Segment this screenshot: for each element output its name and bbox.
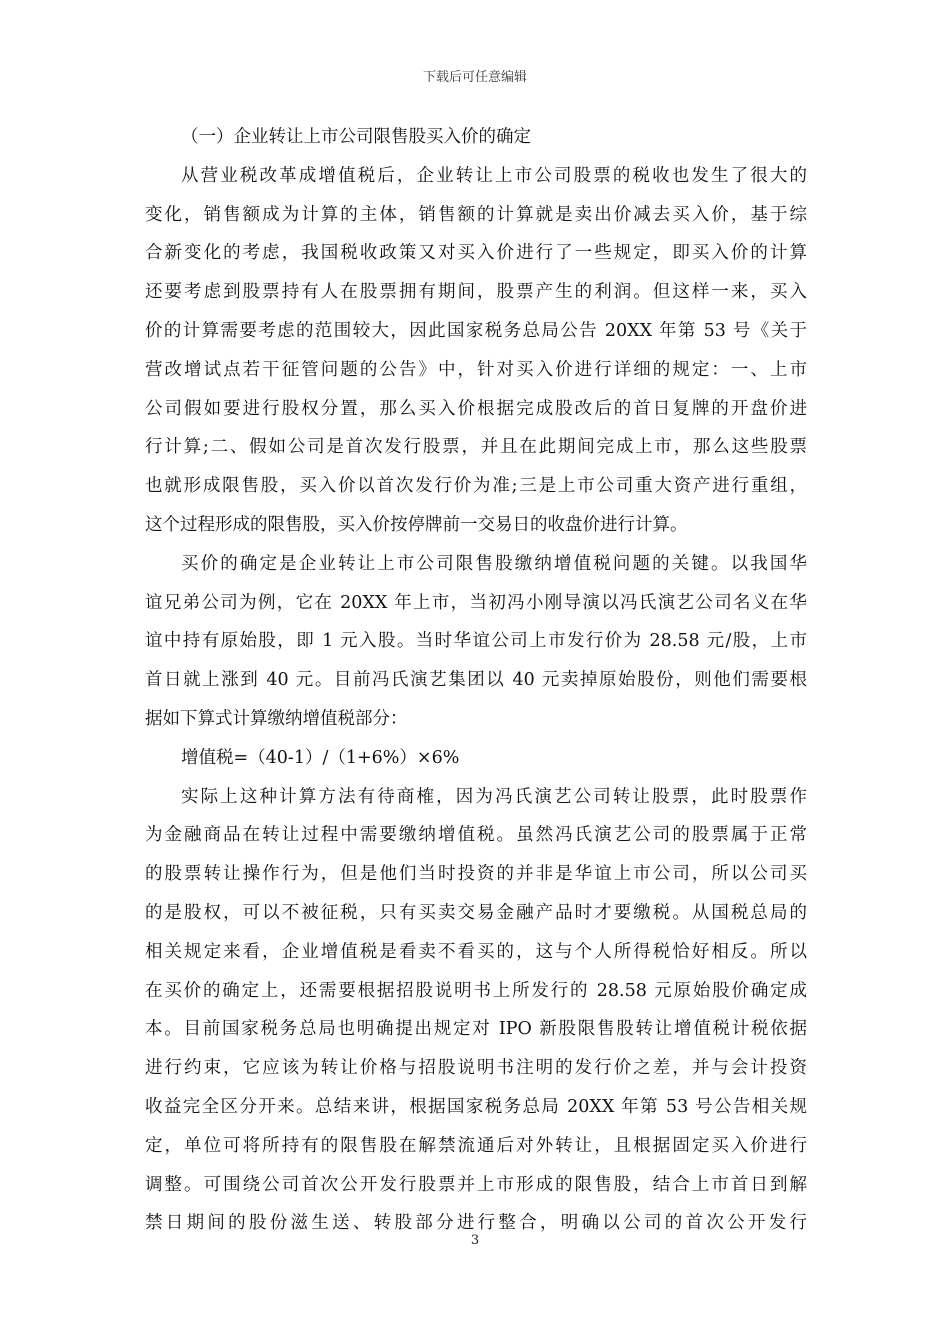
text-line: （一）企业转让上市公司限售股买入价的确定 xyxy=(181,127,531,147)
text-line: 买价的确定是企业转让上市公司限售股缴纳增值税问题的关键。以我国华 xyxy=(181,553,807,574)
text-line: 价的计算需要考虑的范围较大，因此国家税务总局公告 20XX 年第 53 号《关于 xyxy=(145,320,807,341)
text-line: 首日就上涨到 40 元。目前冯氏演艺集团以 40 元卖掉原始股份，则他们需要根 xyxy=(145,670,807,691)
text-line: 公司假如要进行股权分置，那么买入价根据完成股改后的首日复牌的开盘价进 xyxy=(145,398,807,419)
text-line: 谊兄弟公司为例，它在 20XX 年上市，当初冯小刚导演以冯氏演艺公司名义在华 xyxy=(145,592,807,613)
text-line: 行计算;二、假如公司是首次发行股票，并且在此期间完成上市，那么这些股票 xyxy=(145,437,807,458)
text-line: 从营业税改革成增值税后，企业转让上市公司股票的税收也发生了很大的 xyxy=(181,165,807,186)
text-line: 变化，销售额成为计算的主体，销售额的计算就是卖出价减去买入价，基于综 xyxy=(145,204,807,225)
text-line: 增值税=（40-1）/（1+6%）×6% xyxy=(181,747,460,768)
text-line: 收益完全区分开来。总结来讲，根据国家税务总局 20XX 年第 53 号公告相关规 xyxy=(145,1096,807,1117)
text-line: 为金融商品在转让过程中需要缴纳增值税。虽然冯氏演艺公司的股票属于正常 xyxy=(145,825,807,846)
text-line: 相关规定来看，企业增值税是看卖不看买的，这与个人所得税恰好相反。所以 xyxy=(145,941,807,962)
text-line: 合新变化的考虑，我国税收政策又对买入价进行了一些规定，即买入价的计算 xyxy=(145,243,807,264)
text-line: 进行约束，它应该为转让价格与招股说明书注明的发行价之差，并与会计投资 xyxy=(145,1058,807,1079)
text-line: 实际上这种计算方法有待商榷，因为冯氏演艺公司转让股票，此时股票作 xyxy=(181,786,807,807)
header-note: 下载后可任意编辑 xyxy=(422,70,527,85)
text-line: 在买价的确定上，还需要根据招股说明书上所发行的 28.58 元原始股价确定成 xyxy=(145,980,807,1001)
text-line: 的股票转让操作行为，但是他们当时投资的并非是华谊上市公司，所以公司买 xyxy=(145,864,807,885)
text-line: 禁日期间的股份滋生送、转股部分进行整合，明确以公司的首次公开发行 xyxy=(145,1213,807,1234)
text-line: 还要考虑到股票持有人在股票拥有期间，股票产生的利润。但这样一来，买入 xyxy=(145,282,807,303)
page-number: 3 xyxy=(470,1233,480,1248)
text-line: 本。目前国家税务总局也明确提出规定对 IPO 新股限售股转让增值税计税依据 xyxy=(145,1019,807,1040)
text-line: 定，单位可将所持有的限售股在解禁流通后对外转让，且根据固定买入价进行 xyxy=(145,1135,807,1156)
text-line: 营改增试点若干征管问题的公告》中，针对买入价进行详细的规定：一、上市 xyxy=(145,359,807,380)
text-line: 据如下算式计算缴纳增值税部分： xyxy=(145,708,408,729)
text-line: 这个过程形成的限售股，买入价按停牌前一交易日的收盘价进行计算。 xyxy=(145,514,688,535)
text-line: 也就形成限售股，买入价以首次发行价为准;三是上市公司重大资产进行重组， xyxy=(145,476,807,497)
text-line: 的是股权，可以不被征税，只有买卖交易金融产品时才要缴税。从国税总局的 xyxy=(145,902,807,923)
document-body xyxy=(145,118,807,1243)
text-line: 调整。可围绕公司首次公开发行股票并上市形成的限售股，结合上市首日到解 xyxy=(145,1174,807,1195)
text-line: 谊中持有原始股，即 1 元入股。当时华谊公司上市发行价为 28.58 元/股，上市 xyxy=(145,631,807,652)
